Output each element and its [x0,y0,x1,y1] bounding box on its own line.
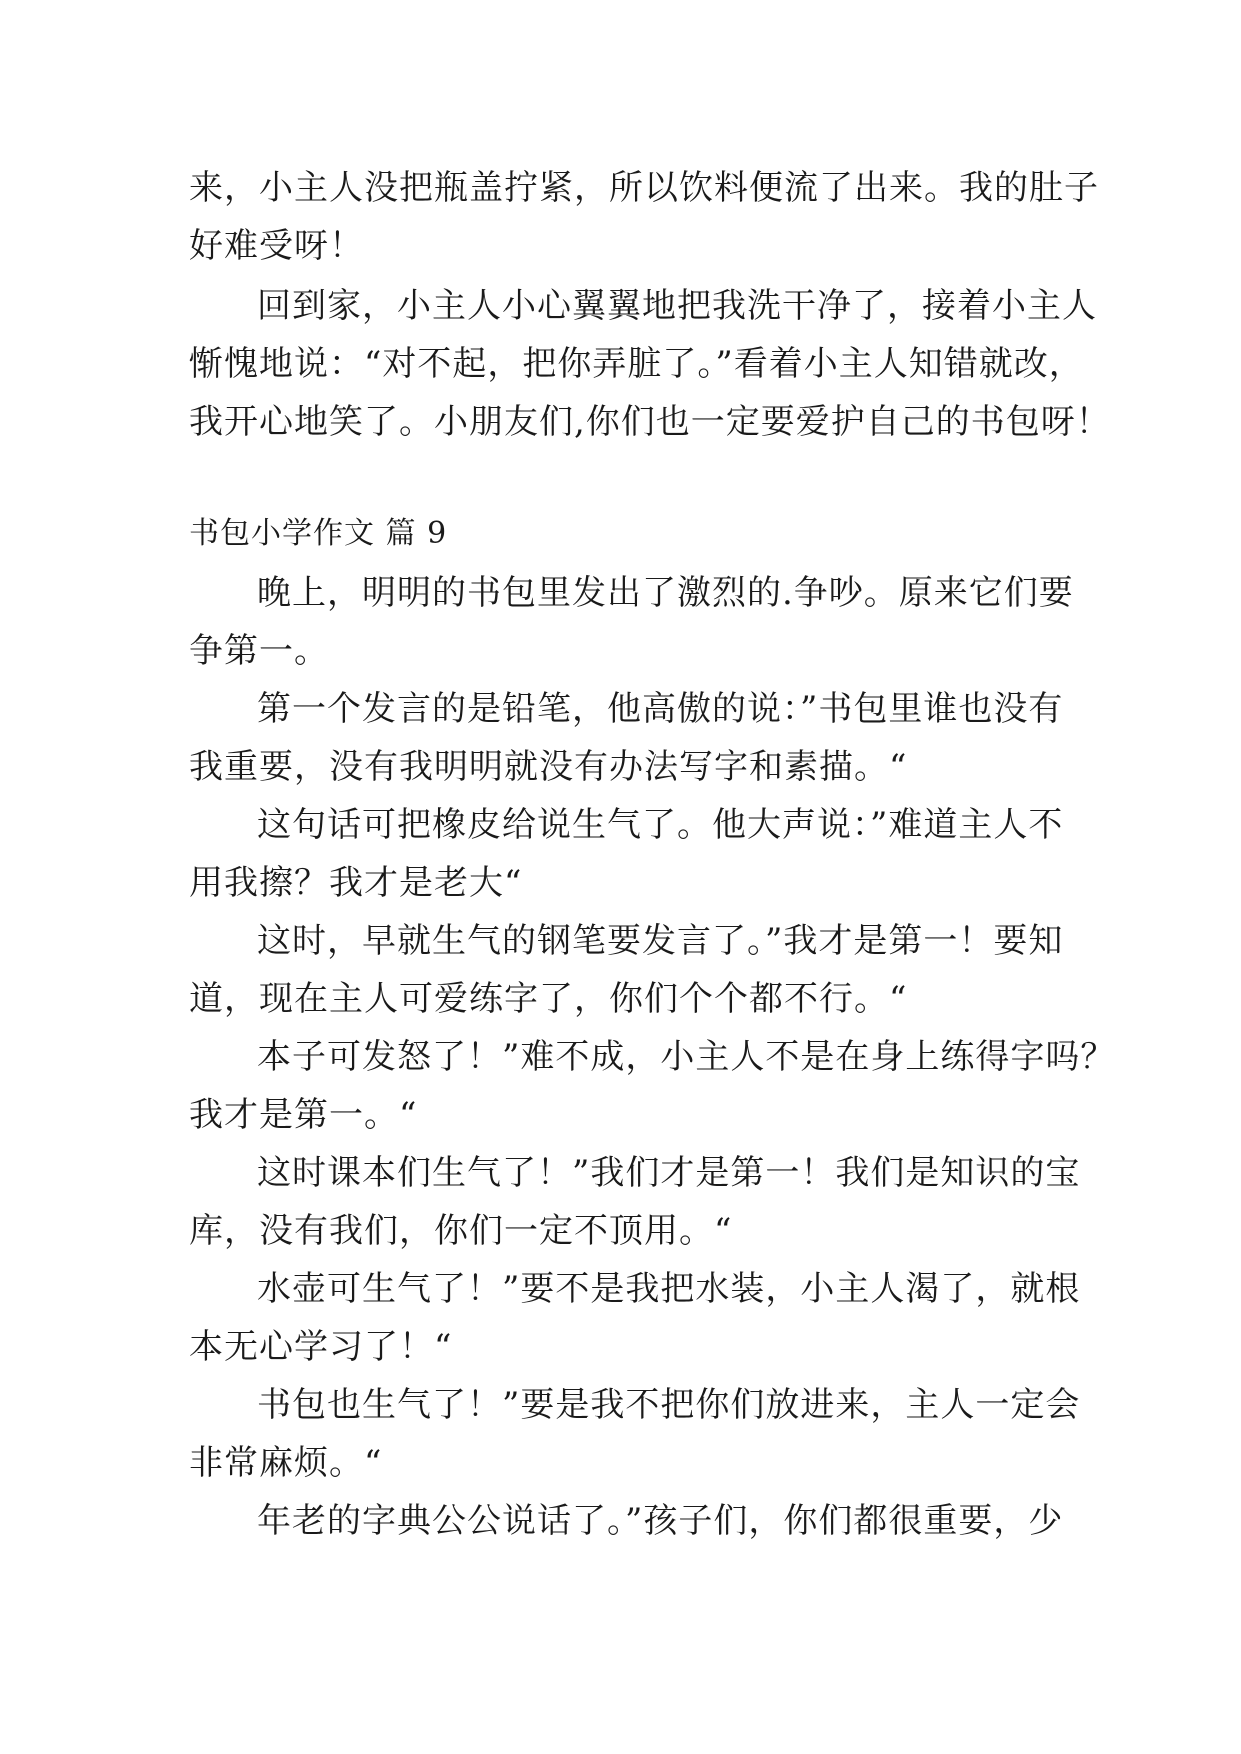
paragraph-line: 这时，早就生气的钢笔要发言了。”我才是第一！要知 [257,921,1064,961]
section-heading: 书包小学作文 篇 9 [189,516,448,551]
paragraph-line: 非常麻烦。“ [189,1443,383,1483]
paragraph-line: 这句话可把橡皮给说生气了。他大声说：”难道主人不 [257,805,1064,845]
paragraph-line: 年老的字典公公说话了。”孩子们，你们都很重要，少 [257,1501,1064,1541]
paragraph-line: 道，现在主人可爱练字了，你们个个都不行。“ [189,979,908,1019]
paragraph-line: 晚上，明明的书包里发出了激烈的.争吵。原来它们要 [257,573,1074,613]
paragraph-line: 这时课本们生气了！”我们才是第一！我们是知识的宝 [257,1153,1081,1193]
paragraph-line: 我重要，没有我明明就没有办法写字和素描。“ [189,747,908,787]
paragraph-line: 我开心地笑了。小朋友们,你们也一定要爱护自己的书包呀！ [189,402,1111,442]
paragraph-line: 争第一。 [189,631,329,671]
paragraph-line: 惭愧地说：“对不起，把你弄脏了。”看着小主人知错就改， [189,344,1084,384]
paragraph-line: 回到家，小主人小心翼翼地把我洗干净了，接着小主人 [257,286,1097,326]
paragraph-line: 水壶可生气了！”要不是我把水装，小主人渴了，就根 [257,1269,1081,1309]
paragraph-line: 本无心学习了！“ [189,1327,453,1367]
paragraph-line: 来，小主人没把瓶盖拧紧，所以饮料便流了出来。我的肚子 [189,168,1099,208]
paragraph-line: 本子可发怒了！”难不成，小主人不是在身上练得字吗？ [257,1037,1116,1077]
paragraph-line: 库，没有我们，你们一定不顶用。“ [189,1211,733,1251]
paragraph-line: 书包也生气了！”要是我不把你们放进来，主人一定会 [257,1385,1081,1425]
paragraph-line: 我才是第一。“ [189,1095,418,1135]
paragraph-line: 第一个发言的是铅笔，他高傲的说：”书包里谁也没有 [257,689,1064,729]
paragraph-line: 用我擦？我才是老大“ [189,863,523,903]
paragraph-line: 好难受呀！ [189,226,364,266]
